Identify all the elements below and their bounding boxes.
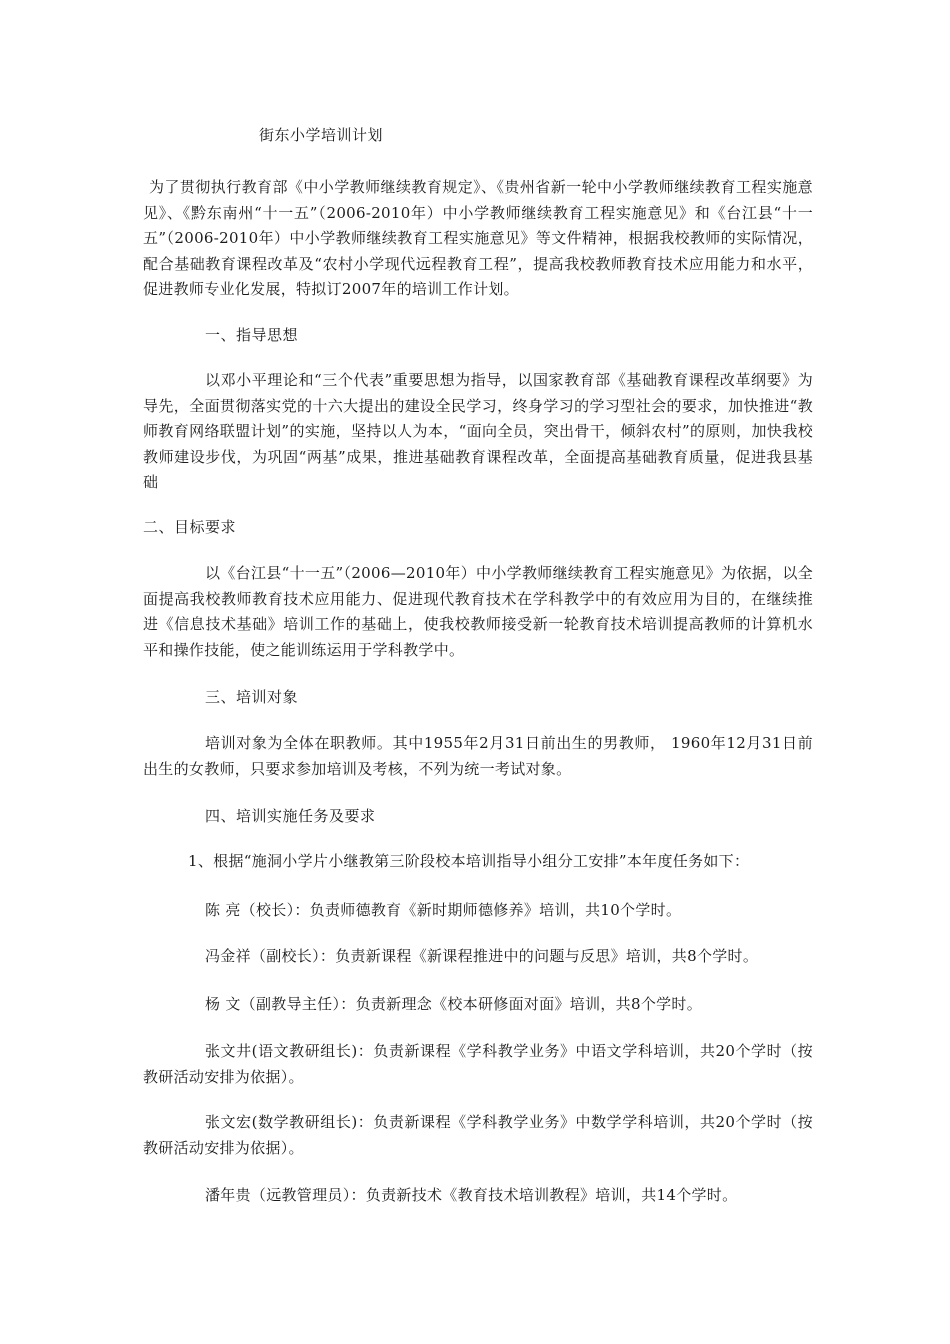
task-line-chinese-lead: 张文井(语文教研组长)：负责新课程《学科教学业务》中语文学科培训，共20个学时（按教研活动安排为依据）。 [143, 1042, 813, 1086]
task-line-math-lead: 张文宏(数学教研组长)：负责新课程《学科教学业务》中数学学科培训，共20个学时（按教研活动安排为依据）。 [143, 1113, 813, 1157]
section-body-goals: 以《台江县“十一五”（2006—2010年）中小学教师继续教育工程实施意见》为依据，以全面提高我校教师教育技术应用能力、促进现代教育技术在学科教学中的有效应用为目的，在继续推进《信息技术基础》培训工作的基础上，使我校教师接受新一轮教育技术培训提高教师的计算机水平和操作技能，使之能训练运用于学科教学中。 [143, 564, 813, 659]
section-heading-tasks: 四、培训实施任务及要求 [205, 807, 376, 825]
section-heading-trainees: 三、培训对象 [205, 688, 299, 706]
task-line-remote-admin: 潘年贵（远教管理员）：负责新技术《教育技术培训教程》培训，共14个学时。 [205, 1186, 738, 1204]
intro-paragraph: 为了贯彻执行教育部《中小学教师继续教育规定》、《贵州省新一轮中小学教师继续教育工程实施意见》、《黔东南州“十一五”（2006-2010年）中小学教师继续教育工程实施意见》和《台江县“十一五”（2006-2010年）中小学教师继续教育工程实施意见》等文件精神，根据我校教师的实际情况，配合基础教育课程改革及“农村小学现代远程教育工程”，提高我校教师教育技术应用能力和水平，促进教师专业化发展，特拟订2007年的培训工作计划。 [143, 178, 813, 298]
section-heading-guiding-thought: 一、指导思想 [205, 326, 299, 344]
task-line-principal: 陈 亮（校长）：负责师德教育《新时期师德修养》培训，共10个学时。 [205, 901, 682, 919]
task-line-vice-principal: 冯金祥（副校长）：负责新课程《新课程推进中的问题与反思》培训，共8个学时。 [205, 947, 759, 965]
task-item-1: 1、根据“施洞小学片小继教第三阶段校本培训指导小组分工安排”本年度任务如下： [188, 852, 750, 870]
section-body-trainees: 培训对象为全体在职教师。其中1955年2月31日前出生的男教师， 1960年12月31日前出生的女教师，只要求参加培训及考核，不列为统一考试对象。 [143, 734, 813, 778]
section-body-guiding-thought: 以邓小平理论和“三个代表”重要思想为指导，以国家教育部《基础教育课程改革纲要》为导先，全面贯彻落实党的十六大提出的建设全民学习，终身学习的学习型社会的要求，加快推进“教师教育网络联盟计划”的实施，坚持以人为本，“面向全员，突出骨干，倾斜农村”的原则，加快我校教师建设步伐，为巩固“两基”成果，推进基础教育课程改革，全面提高基础教育质量，促进我县基础 [143, 371, 813, 491]
task-line-deputy-director: 杨 文（副教导主任）：负责新理念《校本研修面对面》培训，共8个学时。 [205, 995, 703, 1013]
document-title: 街东小学培训计划 [259, 126, 384, 144]
section-heading-goals: 二、目标要求 [143, 518, 237, 536]
